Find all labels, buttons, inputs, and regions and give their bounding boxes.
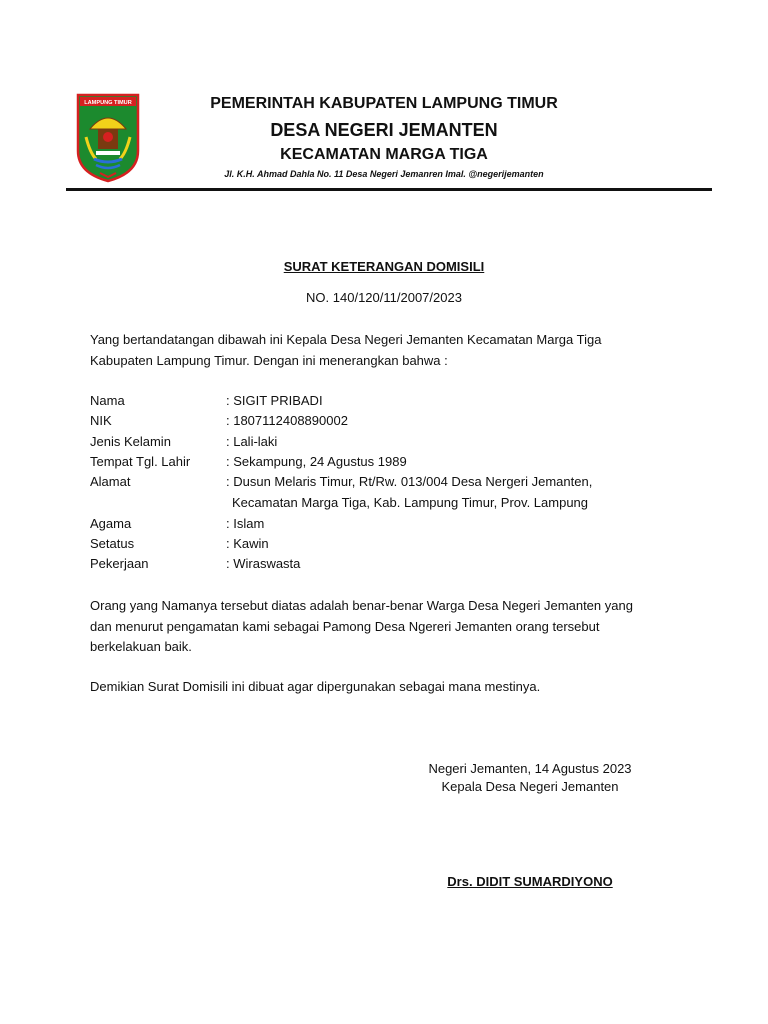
statement-line: dan menurut pengamatan kami sebagai Pamong Desa Ngereri Jemanten orang tersebut [90, 618, 600, 634]
field-value: : Kawin [226, 536, 269, 551]
statement-paragraph [90, 596, 680, 658]
intro-paragraph [90, 330, 680, 371]
letter-title: SURAT KETERANGAN DOMISILI [283, 259, 485, 274]
field-label: Tempat Tgl. Lahir [90, 454, 191, 469]
field-label: Setatus [90, 536, 135, 551]
field-value: : Sekampung, 24 Agustus 1989 [226, 454, 407, 469]
field-value: : SIGIT PRIBADI [226, 393, 323, 408]
field-value: : Wiraswasta [226, 556, 301, 571]
field-value: : 1807112408890002 [226, 413, 348, 428]
field-value: : Islam [226, 516, 265, 531]
signature-position: Kepala Desa Negeri Jemanten [441, 779, 619, 794]
regency-emblem [76, 93, 140, 183]
field-value: : Lali-laki [226, 434, 278, 449]
address-continuation: Kecamatan Marga Tiga, Kab. Lampung Timur, Prov. Lampung [232, 495, 589, 510]
field-label: Jenis Kelamin [90, 434, 171, 449]
letterhead-district: KECAMATAN MARGA TIGA [280, 146, 488, 163]
statement-line: berkelakuan baik. [90, 639, 192, 654]
intro-line: Yang bertandatangan dibawah ini Kepala Desa Negeri Jemanten Kecamatan Marga Tiga [90, 332, 602, 347]
letterhead-divider [66, 188, 712, 191]
signature-place-date: Negeri Jemanten, 14 Agustus 2023 [428, 761, 632, 776]
intro-line: Kabupaten Lampung Timur. Dengan ini menerangkan bahwa : [90, 352, 448, 368]
field-label: Pekerjaan [90, 556, 149, 571]
field-label: Nama [90, 393, 125, 408]
letterhead-village: DESA NEGERI JEMANTEN [270, 120, 498, 140]
field-label: NIK [90, 413, 112, 428]
signatory-name: Drs. DIDIT SUMARDIYONO [447, 874, 613, 889]
letterhead-address: Jl. K.H. Ahmad Dahla No. 11 Desa Negeri Jemanren Imal. @negerijemanten [224, 169, 544, 179]
letter-number: NO. 140/120/11/2007/2023 [306, 290, 462, 305]
letterhead-government: PEMERINTAH KABUPATEN LAMPUNG TIMUR [210, 95, 558, 112]
field-label: Alamat [90, 474, 131, 489]
field-value: : Dusun Melaris Timur, Rt/Rw. 013/004 Desa Nergeri Jemanten, [226, 474, 593, 489]
emblem-caption: LAMPUNG TIMUR [84, 100, 132, 106]
closing-paragraph: Demikian Surat Domisili ini dibuat agar dipergunakan sebagai mana mestinya. [90, 679, 541, 694]
field-label: Agama [90, 516, 132, 531]
statement-line: Orang yang Namanya tersebut diatas adalah benar-benar Warga Desa Negeri Jemanten yang [90, 598, 633, 613]
